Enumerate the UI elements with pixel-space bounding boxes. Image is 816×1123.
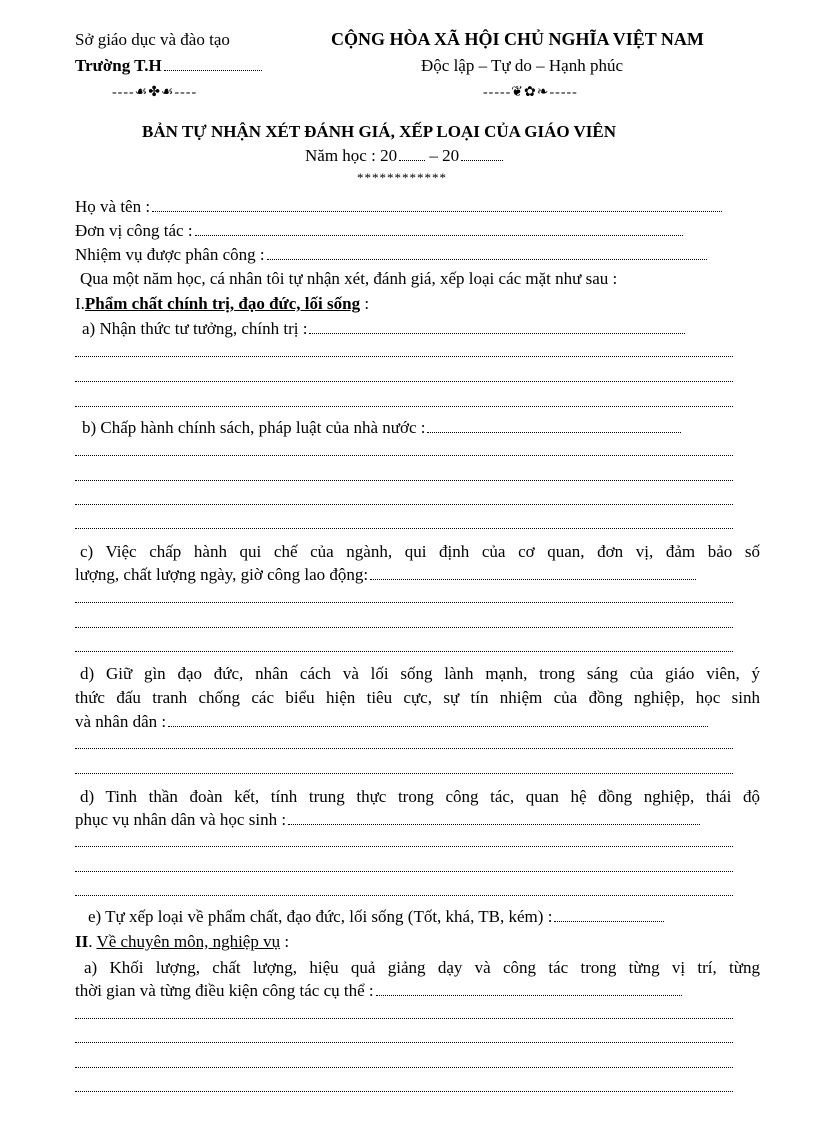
item-d2-label: phục vụ nhân dân và học sinh : <box>75 810 287 829</box>
left-ornament: ----☙✤☙---- <box>112 85 198 100</box>
dotted-line[interactable] <box>75 1067 733 1068</box>
right-ornament: -----❦✿❧----- <box>483 85 578 100</box>
school-year <box>305 146 503 166</box>
item-a <box>82 319 685 339</box>
dotted-line[interactable] <box>75 1091 733 1092</box>
unit-blank[interactable] <box>195 233 683 236</box>
dotted-line[interactable] <box>75 871 733 872</box>
dotted-line[interactable] <box>75 455 733 456</box>
item-d-blank[interactable] <box>168 724 708 727</box>
dotted-line[interactable] <box>75 480 733 481</box>
department-name: Sở giáo dục và đào tạo <box>75 30 230 49</box>
unit-field <box>75 221 683 241</box>
school-name-blank <box>164 68 262 71</box>
school-year-mid: – 20 <box>429 146 460 165</box>
item-d2-blank[interactable] <box>288 822 700 825</box>
name-field <box>75 197 722 217</box>
dotted-line[interactable] <box>75 406 733 407</box>
dotted-line[interactable] <box>75 748 733 749</box>
dotted-line[interactable] <box>75 627 733 628</box>
dotted-line[interactable] <box>75 651 733 652</box>
name-label: Họ và tên : <box>75 197 151 216</box>
item-d2-line1: d) Tinh thần đoàn kết, tính trung thực trong công tác, quan hệ đồng nghiệp, thái độ <box>80 787 760 806</box>
item-d-line1: d) Giữ gìn đạo đức, nhân cách và lối sống lành mạnh, trong sáng của giáo viên, ý <box>80 664 760 683</box>
dotted-line[interactable] <box>75 846 733 847</box>
item-e <box>88 907 664 927</box>
dotted-line[interactable] <box>75 528 733 529</box>
item-d-line3 <box>75 712 708 732</box>
duty-field <box>75 245 707 265</box>
year-blank-2 <box>461 158 503 161</box>
item-e-label: e) Tự xếp loại về phẩm chất, đạo đức, lối sống (Tốt, khá, TB, kém) : <box>88 907 553 926</box>
school-name-text: Trường T.H <box>75 56 162 75</box>
dotted-line[interactable] <box>75 356 733 357</box>
item-c-line1: c) Việc chấp hành qui chế của ngành, qui định của cơ quan, đơn vị, đảm bảo số <box>80 542 760 561</box>
section2-suffix: : <box>280 932 290 951</box>
item-d2-line2 <box>75 810 700 830</box>
item-b <box>82 418 681 438</box>
section1-prefix: I. <box>75 294 85 313</box>
document-title: BẢN TỰ NHẬN XÉT ĐÁNH GIÁ, XẾP LOẠI CỦA GIÁO VIÊN <box>142 122 617 141</box>
section2-a-line2 <box>75 981 682 1001</box>
section1-suffix: : <box>360 294 370 313</box>
national-motto: Độc lập – Tự do – Hạnh phúc <box>421 56 623 75</box>
item-c-label: lượng, chất lượng ngày, giờ công lao động: <box>75 565 369 584</box>
item-e-blank[interactable] <box>554 919 664 922</box>
section2-a-blank[interactable] <box>376 993 682 996</box>
intro-text: Qua một năm học, cá nhân tôi tự nhận xét, đánh giá, xếp loại các mặt như sau : <box>80 269 618 288</box>
item-d-label: và nhân dân : <box>75 712 167 731</box>
dotted-line[interactable] <box>75 504 733 505</box>
item-b-label: b) Chấp hành chính sách, pháp luật của nhà nước : <box>82 418 426 437</box>
section2-prefix: II <box>75 932 89 951</box>
duty-blank[interactable] <box>267 257 707 260</box>
school-name <box>75 56 262 76</box>
year-blank-1 <box>399 158 425 161</box>
section2-heading: II. Về chuyên môn, nghiệp vụ : <box>75 932 290 951</box>
section1-heading <box>75 294 369 314</box>
dotted-line[interactable] <box>75 895 733 896</box>
national-title: CỘNG HÒA XÃ HỘI CHỦ NGHĨA VIỆT NAM <box>331 29 704 49</box>
dotted-line[interactable] <box>75 602 733 603</box>
item-a-label: a) Nhận thức tư tưởng, chính trị : <box>82 319 308 338</box>
name-blank[interactable] <box>152 209 722 212</box>
item-a-blank[interactable] <box>309 331 685 334</box>
dotted-line[interactable] <box>75 1042 733 1043</box>
section2-title: Về chuyên môn, nghiệp vụ <box>96 932 281 951</box>
dotted-line[interactable] <box>75 381 733 382</box>
dotted-line[interactable] <box>75 773 733 774</box>
section2-a-line1: a) Khối lượng, chất lượng, hiệu quả giảng dạy và công tác trong từng vị trí, từng <box>84 958 760 977</box>
item-d-line2: thức đấu tranh chống các biểu hiện tiêu cực, sự tín nhiệm của đồng nghiệp, học sinh <box>75 688 760 707</box>
item-c-blank[interactable] <box>370 577 696 580</box>
school-year-prefix: Năm học : 20 <box>305 146 398 165</box>
item-c-line2 <box>75 565 696 585</box>
item-b-blank[interactable] <box>427 430 681 433</box>
section2-a-label: thời gian và từng điều kiện công tác cụ thể : <box>75 981 374 1000</box>
section1-title: Phẩm chất chính trị, đạo đức, lối sống <box>84 294 361 313</box>
title-stars: ************ <box>357 170 447 185</box>
unit-label: Đơn vị công tác : <box>75 221 193 240</box>
duty-label: Nhiệm vụ được phân công : <box>75 245 265 264</box>
dotted-line[interactable] <box>75 1018 733 1019</box>
